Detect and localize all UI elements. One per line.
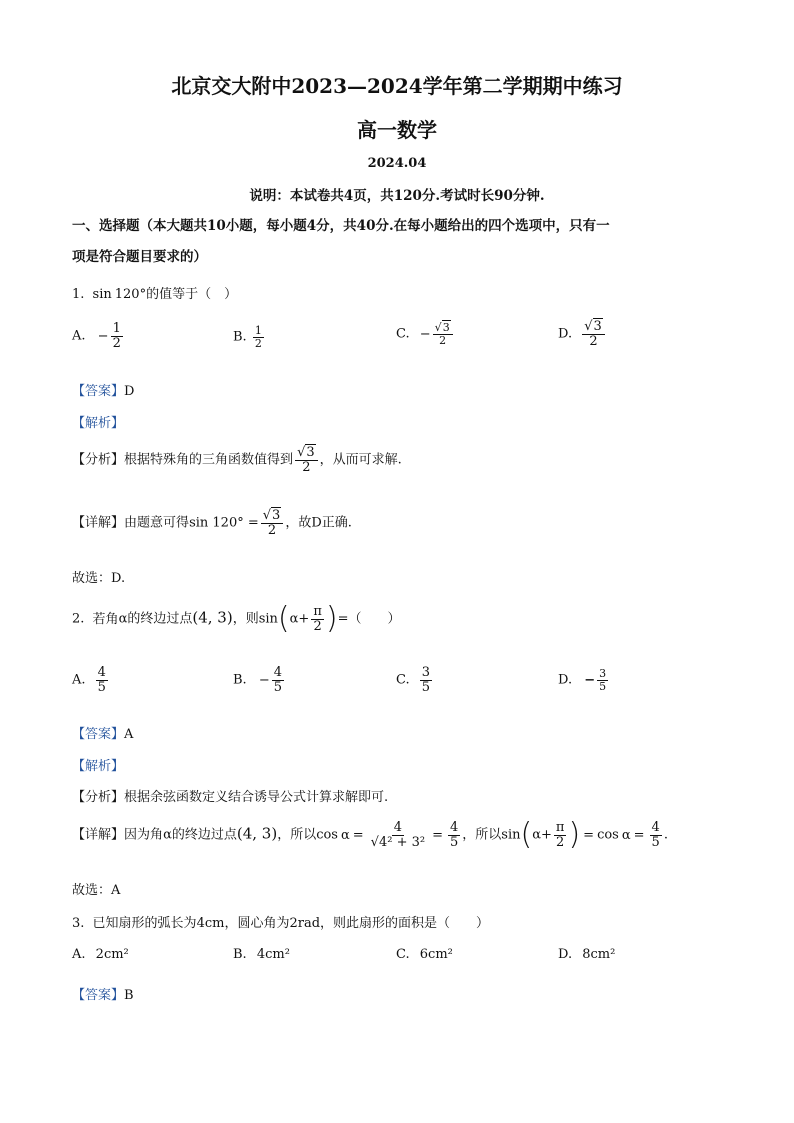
answer-value: A (124, 727, 134, 742)
answer-value: D (124, 384, 135, 399)
question-2-option-a (72, 666, 110, 694)
fraction (554, 821, 567, 849)
question-1-option-a (72, 322, 125, 350)
answer-value: B (124, 988, 134, 1003)
fenxi-text: 根据特殊角的三角函数值得到 (124, 452, 294, 468)
question-3-text-mid: ，圆心角为 (224, 916, 290, 931)
option-a-label: A. (72, 947, 86, 962)
exam-subject: 高一数学 (357, 118, 437, 142)
xiangjie-label: 详解 (85, 827, 112, 843)
xiangjie-so2: ，所以 (462, 827, 502, 843)
central-angle: 2rad (289, 916, 321, 931)
question-3-stem (72, 912, 489, 931)
denominator: 2 (302, 459, 311, 475)
xiangjie-label: 详解 (85, 515, 112, 531)
analysis-label: 解析 (85, 759, 112, 774)
denominator: 2 (254, 336, 262, 350)
cos: cos (316, 827, 338, 843)
fraction (420, 666, 432, 694)
option-c-value: 6cm² (419, 947, 453, 962)
numerator: π (313, 603, 322, 619)
xiangjie-expr: sin 120° = (189, 515, 259, 531)
question-1-option-b (233, 325, 266, 349)
question-3-option-a (72, 947, 129, 962)
question-1-number: 1. (72, 287, 85, 302)
plus: + (540, 827, 552, 843)
point: (4, 3) (236, 824, 278, 843)
fraction (369, 821, 427, 849)
question-3-text: 已知扇形的弧长为 (92, 916, 197, 931)
fenxi-tail: ，从而可求解. (319, 452, 402, 468)
fenxi-label: 分析 (85, 790, 112, 805)
question-2-xiangjie: 【详解】因为角α的终边过点(4, 3)，所以cos α = $\frac{4}{\text{√4² + 3²}}$ = $\frac{4}{5}$ ，所以sin(α+ $\frac{\pi}{2}$ ) = cos α = $\frac{4}{5}$ . (72, 817, 668, 852)
option-d-label: D. (558, 326, 573, 342)
option-a-label: A. (72, 328, 86, 344)
denominator: 2 (267, 522, 277, 538)
question-2-option-c (396, 666, 434, 694)
minus-sign: − (97, 328, 109, 344)
radicand: 3 (306, 445, 315, 460)
sin: sin (258, 611, 278, 627)
numerator: π (555, 819, 565, 835)
question-1-fenxi: 【分析】根据特殊角的三角函数值得到 $\frac{√3}{2}$ ，从而可求解. (72, 445, 402, 475)
xiangjie-tail: ，故D正确. (285, 515, 352, 531)
numerator: 1 (112, 321, 121, 336)
radicand: 3 (593, 319, 602, 334)
question-2-text: 若角 (92, 611, 119, 627)
option-b-value: 4cm² (256, 947, 290, 962)
alpha: α (163, 827, 172, 843)
option-d-value: 8cm² (582, 947, 616, 962)
question-2-analysis-label: 【解析】 (72, 759, 125, 774)
numerator: 1 (254, 324, 262, 337)
numerator: 4 (651, 819, 660, 835)
question-2-tail: =（ ） (337, 611, 401, 627)
equals: = (583, 827, 595, 843)
numerator: 3 (421, 665, 431, 680)
question-3-number: 3. (72, 916, 85, 931)
question-3-tail: ，则此扇形的面积是（ ） (320, 916, 490, 931)
answer-label: 答案 (85, 988, 112, 1003)
sin: sin (501, 827, 521, 843)
fenxi-label: 分析 (85, 452, 112, 468)
point: (4, 3) (192, 608, 233, 627)
alpha: α (340, 827, 350, 843)
question-1-suffix: 的值等于（ ） (146, 287, 238, 302)
equals: = (633, 827, 645, 843)
minus-sign: − (419, 326, 431, 342)
question-2-choice: 故选：A (72, 883, 121, 898)
numerator: 4 (97, 665, 106, 680)
section-heading-line1: 一、选择题（本大题共10小题，每小题4分，共40分.在每小题给出的四个选项中，只有一 (72, 218, 610, 234)
option-a-label: A. (72, 672, 86, 688)
section-heading-line2: 项是符合题目要求的） (72, 249, 207, 265)
period: . (663, 827, 668, 843)
denominator: 5 (449, 834, 459, 850)
denominator: 2 (112, 335, 121, 351)
plus: + (298, 611, 310, 627)
exam-date: 2024.04 (367, 156, 427, 171)
numerator: 4 (273, 665, 283, 680)
question-2-stem: 2. 若角α的终边过点(4, 3)，则sin(α+ $\frac{\pi}{2}$ )=（ ） (72, 601, 401, 636)
question-2-option-b (233, 666, 286, 694)
fenxi-text: 根据余弦函数定义结合诱导公式计算求解即可. (124, 790, 389, 805)
option-b-label: B. (233, 947, 247, 962)
denominator: 5 (421, 679, 431, 695)
option-b-label: B. (233, 672, 247, 688)
question-1-option-d (558, 320, 607, 348)
question-2-number: 2. (72, 611, 85, 627)
xiangjie-text: 由题意可得 (124, 515, 190, 531)
numerator: 4 (393, 819, 403, 835)
alpha: α (621, 827, 631, 843)
question-1-option-c (396, 322, 455, 346)
equals: = (432, 827, 443, 843)
question-2-fenxi: 【分析】根据余弦函数定义结合诱导公式计算求解即可. (72, 790, 389, 805)
option-d-label: D. (558, 672, 573, 688)
minus-sign: − (258, 672, 270, 688)
question-2-option-d (558, 668, 610, 692)
answer-label: 答案 (85, 384, 112, 399)
question-3-option-c (396, 947, 453, 962)
question-1-angle: 120° (114, 287, 147, 302)
fraction: $\frac{√3}{2}$ (261, 509, 284, 537)
denominator: 2 (556, 834, 565, 850)
denominator: 5 (651, 834, 660, 850)
denominator: 2 (589, 333, 598, 349)
radicand: 3 (442, 321, 450, 334)
analysis-label: 解析 (85, 416, 112, 431)
question-1-choice: 故选：D. (72, 571, 126, 586)
arc-length: 4cm (196, 916, 225, 931)
option-c-label: C. (396, 326, 410, 342)
answer-label: 答案 (85, 727, 112, 742)
exam-title: 北京交大附中2023—2024学年第二学期期中练习 (171, 74, 623, 98)
fraction (311, 605, 324, 633)
xiangjie-text-mid: 的终边过点 (171, 827, 237, 843)
alpha: α (532, 827, 541, 843)
fraction (111, 322, 123, 350)
question-2-answer: 【答案】A (72, 727, 134, 742)
radicand: 3 (272, 508, 281, 523)
denominator: 5 (273, 679, 283, 695)
denominator: 5 (599, 679, 607, 693)
xiangjie-so: ，所以 (277, 827, 317, 843)
denominator: 2 (439, 333, 447, 347)
alpha: α (118, 611, 128, 627)
numerator: 4 (449, 819, 459, 835)
question-1-analysis-label: 【解析】 (72, 416, 125, 431)
fraction (253, 325, 264, 349)
question-3-option-b (233, 947, 290, 962)
option-a-value: 2cm² (95, 947, 129, 962)
fraction (650, 821, 662, 849)
option-c-label: C. (396, 672, 410, 688)
denominator: √4² + 3² (370, 834, 426, 850)
denominator: 5 (97, 679, 106, 695)
minus-sign: − (584, 672, 596, 688)
question-1-xiangjie: 【详解】由题意可得sin 120° = $\frac{√3}{2}$ ，故D正确. (72, 508, 352, 538)
exam-note: 说明：本试卷共4页，共120分.考试时长90分钟. (249, 188, 545, 204)
fraction (272, 666, 284, 694)
option-d-label: D. (558, 947, 573, 962)
question-3-answer: 【答案】B (72, 988, 134, 1003)
fraction: $\frac{√3}{2}$ (433, 322, 453, 346)
option-c-label: C. (396, 947, 410, 962)
question-2-then: ，则 (232, 611, 259, 627)
alpha: α (289, 611, 299, 627)
fraction (448, 821, 460, 849)
xiangjie-text: 因为角 (124, 827, 164, 843)
option-b-label: B. (233, 329, 247, 345)
fraction: $\frac{√3}{2}$ (295, 446, 318, 474)
question-1-sin: sin (92, 287, 112, 302)
fraction (96, 666, 108, 694)
question-3-option-d (558, 947, 615, 962)
question-1-stem (72, 283, 237, 302)
denominator: 2 (313, 618, 322, 634)
numerator: 3 (599, 667, 607, 680)
cos: cos (597, 827, 619, 843)
question-2-text-mid: 的终边过点 (127, 611, 193, 627)
fraction: $\frac{√3}{2}$ (582, 320, 605, 348)
question-1-answer: 【答案】D (72, 384, 135, 399)
equals: = (352, 827, 364, 843)
fraction (597, 668, 608, 692)
